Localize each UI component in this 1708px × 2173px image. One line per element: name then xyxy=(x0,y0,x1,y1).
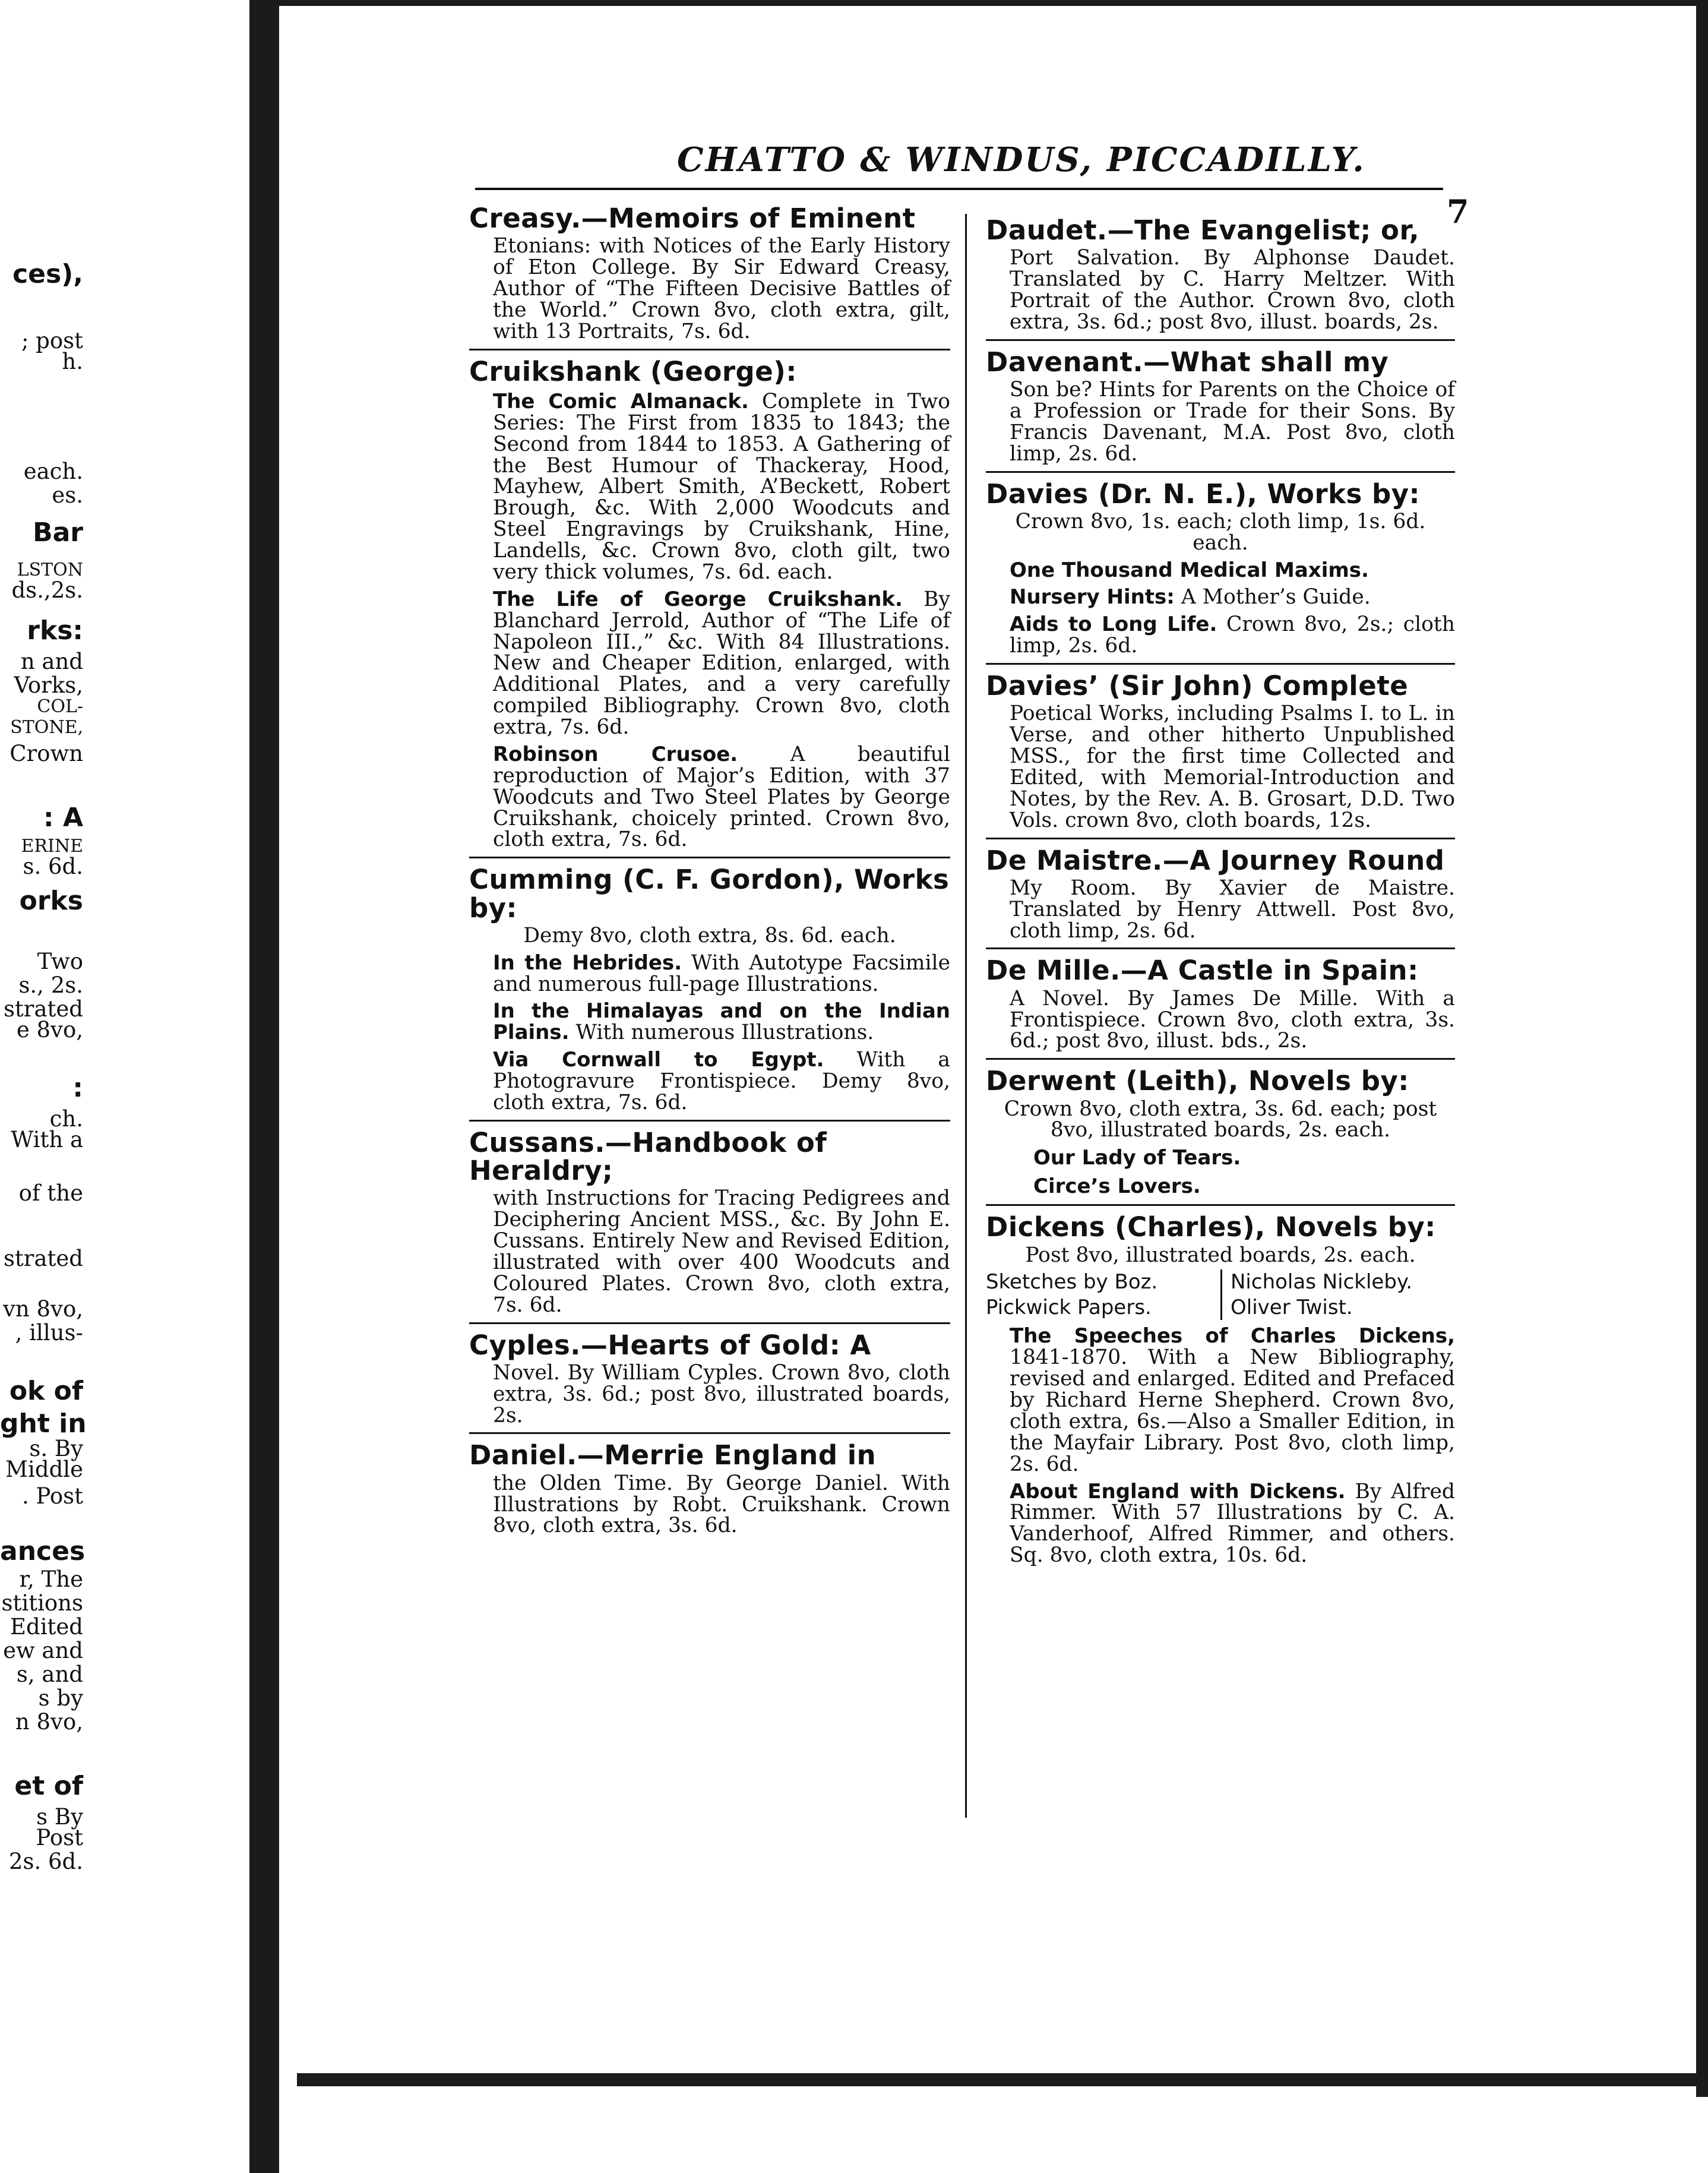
sub-entry xyxy=(493,589,950,738)
entry-title: Cyples.—Hearts of Gold: A xyxy=(469,1329,871,1361)
novel-title: Nicholas Nickleby. xyxy=(1220,1269,1455,1295)
left-page-fragment: s., 2s. xyxy=(18,972,83,998)
header-rule xyxy=(475,188,1443,190)
left-page-fragment: Two xyxy=(37,949,83,974)
catalogue-entry xyxy=(469,1322,950,1427)
sub-entry-text: 1841-1870. With a New Bibliography, revised and enlarged. Edited and Prefaced by Richard Herne Shepherd. Crown 8vo, cloth extra, 6s.—Also a Smaller Edition, in the Mayfair Library. Post 8vo, cloth limp, 2s. 6d. xyxy=(1010,1346,1455,1476)
left-page-fragment: ; post xyxy=(21,328,83,353)
entry-separator xyxy=(986,1058,1455,1060)
left-page-fragment: Vorks, xyxy=(14,672,83,698)
entry-separator xyxy=(469,857,950,858)
catalogue-entry xyxy=(986,339,1455,465)
page-gutter-shadow xyxy=(249,0,279,2173)
left-page-fragment: s. By xyxy=(29,1436,83,1461)
left-page-fragment: COL- xyxy=(37,696,83,717)
sub-entry xyxy=(493,1050,950,1114)
left-facing-page xyxy=(0,0,249,2173)
left-page-fragment: ERINE xyxy=(21,836,83,857)
page-number: 7 xyxy=(1447,192,1469,230)
left-page-fragment: . Post xyxy=(21,1483,83,1509)
left-page-fragment: Post xyxy=(36,1825,83,1850)
catalogue-entry xyxy=(986,947,1455,1052)
entry-title: Dickens (Charles), Novels by: xyxy=(986,1211,1436,1243)
sub-entry-title: Nursery Hints: xyxy=(1010,585,1175,609)
entry-title: Creasy.—Memoirs of Eminent xyxy=(469,203,916,234)
catalogue-entry xyxy=(469,349,950,851)
entry-title: De Maistre.—A Journey Round xyxy=(986,844,1445,876)
sub-entry xyxy=(493,744,950,851)
sub-entry-text: A Mother’s Guide. xyxy=(1181,585,1371,609)
left-page-fragment: ght in xyxy=(0,1408,87,1439)
left-page-fragment: STONE, xyxy=(10,717,83,738)
sub-entry xyxy=(1010,1479,1456,1568)
sub-entry-title: About England with Dickens. xyxy=(1010,1479,1346,1504)
sub-entry xyxy=(1010,1326,1455,1475)
left-page-fragment: h. xyxy=(62,349,83,374)
left-page-fragment: ew and xyxy=(3,1638,83,1663)
catalogue-entry xyxy=(986,838,1455,942)
entry-separator xyxy=(469,349,950,350)
sub-entry-text: With numerous Illustrations. xyxy=(575,1021,874,1045)
entry-title: Cumming (C. F. Gordon), Works by: xyxy=(469,864,950,924)
entry-body: Son be? Hints for Parents on the Choice of a Profession or Trade for their Sons. By Francis Davenant, M.A. Post 8vo, cloth limp, 2s. 6d. xyxy=(1010,378,1455,466)
novel-title: Our Lady of Tears. xyxy=(1033,1146,1241,1170)
entry-separator xyxy=(986,663,1455,665)
sub-entry-text: By Blanchard Jerrold, Author of “The Life of Napoleon III.,” &c. With 84 Illustrations. New and Cheaper Edition, enlarged, with Additional Plates, and a very carefully compiled Bibliography. Crown 8vo, cloth extra, 7s. 6d. xyxy=(493,587,950,739)
sub-entry xyxy=(493,391,950,583)
left-page-fragment: : xyxy=(72,1073,83,1103)
entry-title: Davenant.—What shall my xyxy=(986,346,1389,378)
entry-title: De Mille.—A Castle in Spain: xyxy=(986,955,1419,987)
entry-lead: Crown 8vo, cloth extra, 3s. 6d. each; post 8vo, illustrated boards, 2s. each. xyxy=(1004,1097,1437,1142)
sub-entry xyxy=(493,1001,950,1044)
novel-title: Pickwick Papers. xyxy=(986,1295,1152,1319)
sub-entry-text: Crown 8vo, 2s.; cloth limp, 2s. 6d. xyxy=(1010,612,1455,658)
sub-entry-text: By Alfred Rimmer. With 57 Illustrations by C. A. Vanderhoof, Alfred Rimmer, and others. Sq. 8vo, cloth extra, 10s. 6d. xyxy=(1010,1479,1456,1568)
novel-title-grid xyxy=(986,1269,1455,1320)
sub-entry xyxy=(1010,560,1455,582)
left-page-fragment: 2s. 6d. xyxy=(8,1849,83,1874)
left-page-fragment: stitions xyxy=(1,1590,83,1616)
catalogue-entry xyxy=(986,471,1455,658)
left-column xyxy=(469,202,950,1537)
entry-title: Daniel.—Merrie England in xyxy=(469,1439,877,1471)
entry-lead: Post 8vo, illustrated boards, 2s. each. xyxy=(1025,1243,1416,1267)
left-page-fragment: r, The xyxy=(19,1566,83,1592)
sub-entry-title: One Thousand Medical Maxims. xyxy=(1010,558,1369,582)
catalogue-entry xyxy=(469,1120,950,1316)
entry-body: with Instructions for Tracing Pedigrees and Deciphering Ancient MSS., &c. By John E. Cussans. Entirely New and Revised Edition, illustrated with over 400 Woodcuts and Coloured Plates. Crown 8vo, cloth extra, 7s. 6d. xyxy=(493,1186,950,1317)
novel-title: Circe’s Lovers. xyxy=(1033,1174,1201,1199)
column-divider xyxy=(965,214,967,1818)
entry-body: A Novel. By James De Mille. With a Frontispiece. Crown 8vo, cloth extra, 3s. 6d.; post 8vo, illust. bds., 2s. xyxy=(1010,986,1455,1053)
left-page-fragment: et of xyxy=(14,1771,83,1801)
left-page-fragment: s, and xyxy=(16,1662,83,1687)
sub-entry-title: Via Cornwall to Egypt. xyxy=(493,1048,824,1072)
catalogue-entry xyxy=(986,663,1455,832)
sub-entry-title: The Speeches of Charles Dickens, xyxy=(1010,1324,1455,1348)
entry-body: Novel. By William Cyples. Crown 8vo, cloth extra, 3s. 6d.; post 8vo, illustrated boards, 2s. xyxy=(493,1360,950,1427)
sub-entry-text: Complete in Two Series: The First from 1835 to 1843; the Second from 1844 to 1853. A Gathering of the Best Humour of Thackeray, Hood, Mayhew, Albert Smith, A’Beckett, Robert Brough, &c. With 2,000 Woodcuts and Steel Engravings by Cruikshank, Hine, Landells, &c. Crown 8vo, cloth gilt, two very thick volumes, 7s. 6d. each. xyxy=(493,389,951,584)
left-page-fragment: es. xyxy=(52,482,83,508)
entry-separator xyxy=(469,1432,950,1434)
entry-body: Poetical Works, including Psalms I. to L. in Verse, and other hitherto Unpublished MSS., for the first time Collected and Edited, with Memorial-Introduction and Notes, by the Rev. A. B. Grosart, D.D. Two Vols. crown 8vo, cloth boards, 12s. xyxy=(1010,702,1455,832)
left-page-fragment: of the xyxy=(18,1180,83,1206)
left-page-fragment: ch. xyxy=(49,1106,83,1132)
sub-entry-text: A beautiful reproduction of Major’s Edition, with 37 Woodcuts and Two Steel Plates by George Cruikshank, choicely printed. Crown 8vo, cloth extra, 7s. 6d. xyxy=(493,742,951,852)
sub-entry-title: The Comic Almanack. xyxy=(493,389,749,413)
catalogue-entry xyxy=(986,216,1455,333)
page-bottom-fill xyxy=(279,2097,1708,2173)
entry-separator xyxy=(986,471,1455,473)
sub-entry-title: The Life of George Cruikshank. xyxy=(493,587,903,611)
entry-lead: Demy 8vo, cloth extra, 8s. 6d. each. xyxy=(523,923,896,947)
entry-body: Port Salvation. By Alphonse Daudet. Translated by C. Harry Meltzer. With Portrait of the Author. Crown 8vo, cloth extra, 3s. 6d.; post 8vo, illust. boards, 2s. xyxy=(1010,246,1455,334)
left-page-fragment: s by xyxy=(38,1685,83,1711)
left-page-fragment: , illus- xyxy=(15,1320,83,1346)
left-page-fragment: orks xyxy=(19,886,83,916)
sub-entry xyxy=(493,950,950,996)
entry-body: My Room. By Xavier de Maistre. Translated by Henry Attwell. Post 8vo, cloth limp, 2s. 6d. xyxy=(1010,876,1455,943)
right-column xyxy=(986,214,1455,1568)
sub-entry xyxy=(1010,587,1455,608)
entry-title: Derwent (Leith), Novels by: xyxy=(986,1065,1409,1097)
left-page-fragment: Crown xyxy=(10,741,83,766)
entry-body: Etonians: with Notices of the Early History of Eton College. By Sir Edward Creasy, Author of “The Fifteen Decisive Battles of the World.” Crown 8vo, cloth extra, gilt, with 13 Portraits, 7s. 6d. xyxy=(493,234,950,343)
sub-entry-title: Aids to Long Life. xyxy=(1010,612,1217,637)
left-page-fragment: s. 6d. xyxy=(23,854,83,879)
novel-title: Oliver Twist. xyxy=(1220,1295,1455,1321)
sub-entry-title: In the Himalayas and on the Indian Plains. xyxy=(493,999,950,1045)
left-page-fragment: n and xyxy=(20,649,83,674)
running-title: CHATTO & WINDUS, PICCADILLY. xyxy=(677,140,1366,179)
left-page-fragment: n 8vo, xyxy=(15,1709,83,1735)
entry-title: Cussans.—Handbook of Heraldry; xyxy=(469,1126,827,1186)
entry-separator xyxy=(469,1322,950,1324)
entry-title: Davies’ (Sir John) Complete xyxy=(986,670,1409,702)
page-bottom-edge xyxy=(297,2073,1696,2086)
left-page-fragment: ok of xyxy=(9,1376,83,1406)
catalogue-entry xyxy=(469,857,950,1114)
entry-title: Daudet.—The Evangelist; or, xyxy=(986,214,1420,246)
entry-separator xyxy=(986,947,1455,949)
left-page-fragment: Bar xyxy=(33,517,83,548)
left-page-fragment: vn 8vo, xyxy=(3,1296,83,1322)
left-page-fragment: LSTON xyxy=(17,560,83,580)
entry-title: Davies (Dr. N. E.), Works by: xyxy=(986,478,1421,510)
left-page-fragment: e 8vo, xyxy=(16,1017,83,1043)
entry-separator xyxy=(986,339,1455,341)
left-page-fragment: : A xyxy=(43,803,83,833)
sub-entry xyxy=(1010,614,1455,657)
entry-separator xyxy=(986,838,1455,839)
catalogue-entry xyxy=(469,1432,950,1537)
entry-title: Cruikshank (George): xyxy=(469,355,797,387)
left-page-fragment: each. xyxy=(23,459,83,484)
left-page-fragment: strated xyxy=(3,996,83,1022)
novel-title: Sketches by Boz. xyxy=(986,1270,1158,1294)
sub-entry-title: In the Hebrides. xyxy=(493,950,682,975)
page-top-edge xyxy=(279,0,1708,6)
entry-body: the Olden Time. By George Daniel. With Illustrations by Robt. Cruikshank. Crown 8vo, cloth extra, 3s. 6d. xyxy=(493,1471,950,1538)
left-page-fragment: Edited xyxy=(10,1614,83,1640)
sub-entry-title: Robinson Crusoe. xyxy=(493,742,738,766)
left-page-fragment: ds.,2s. xyxy=(11,577,83,603)
sub-entry-text: With Autotype Facsimile and numerous full-page Illustrations. xyxy=(493,950,950,996)
catalogue-entry xyxy=(469,204,950,343)
catalogue-entry xyxy=(986,1058,1455,1198)
left-page-fragment: strated xyxy=(3,1246,83,1271)
left-page-fragment: ances xyxy=(0,1536,86,1566)
left-page-fragment: Middle xyxy=(5,1457,83,1482)
entry-separator xyxy=(469,1120,950,1122)
catalogue-entry xyxy=(986,1204,1455,1566)
sub-entry-text: With a Photogravure Frontispiece. Demy 8vo, cloth extra, 7s. 6d. xyxy=(493,1048,951,1114)
entry-separator xyxy=(986,1204,1455,1206)
left-page-fragment: With a xyxy=(11,1127,83,1152)
entry-lead: Crown 8vo, 1s. each; cloth limp, 1s. 6d. each. xyxy=(1015,509,1426,555)
left-page-fragment: s By xyxy=(36,1804,83,1830)
left-page-fragment: rks: xyxy=(27,615,83,646)
left-page-fragment: ces), xyxy=(12,259,83,289)
page-right-edge xyxy=(1696,0,1708,2173)
